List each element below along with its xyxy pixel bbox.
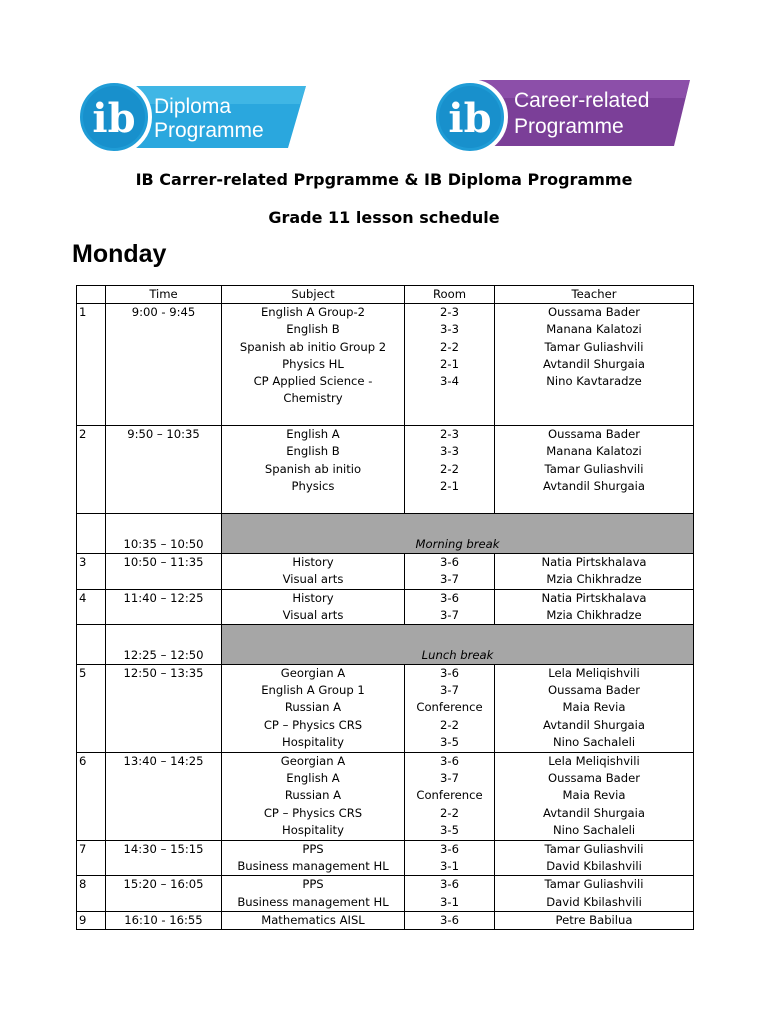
- subject-entry: Spanish ab initio Group 2: [239, 339, 387, 354]
- lesson-row: [77, 426, 694, 514]
- subject-entry: Visual arts: [282, 572, 344, 587]
- room-entry: 3-7: [440, 683, 459, 698]
- lesson-time: 9:00 - 9:45: [106, 304, 222, 426]
- teacher-entry: Mzia Chikhradze: [546, 572, 642, 587]
- room-entry: 3-5: [440, 734, 459, 749]
- lesson-row: [77, 753, 694, 841]
- teacher-entry: Oussama Bader: [547, 683, 641, 698]
- lesson-time: 13:40 – 14:25: [106, 753, 222, 841]
- room-entry: 3-3: [440, 322, 459, 337]
- room-entry: 3-1: [440, 894, 459, 909]
- subject-cell: [222, 876, 405, 911]
- lesson-number: 4: [77, 589, 106, 624]
- teacher-cell: [495, 753, 694, 841]
- subject-entry: PPS: [302, 877, 324, 892]
- teacher-entry: Oussama Bader: [547, 771, 641, 786]
- room-entry: 3-6: [440, 666, 459, 681]
- room-entry: 2-1: [440, 356, 459, 371]
- subject-cell: [222, 426, 405, 514]
- subject-entry: English A Group 1: [261, 683, 365, 698]
- break-time: 10:35 – 10:50: [106, 514, 222, 554]
- room-cell: [405, 753, 495, 841]
- subject-entry: Hospitality: [282, 734, 344, 749]
- subject-entry: Hospitality: [282, 822, 344, 837]
- cp-logo-mark: ib: [448, 95, 492, 142]
- document-title: IB Carrer-related Prpgramme & IB Diploma Programme: [135, 170, 633, 189]
- lesson-number: 7: [77, 841, 106, 876]
- subject-cell: [222, 665, 405, 753]
- teacher-entry: Natia Pirtskhalava: [541, 590, 647, 605]
- room-cell: [405, 876, 495, 911]
- column-header-time: Time: [106, 286, 222, 304]
- room-entry: 2-2: [440, 717, 459, 732]
- teacher-entry: Avtandil Shurgaia: [542, 717, 645, 732]
- subject-entry: PPS: [302, 842, 324, 857]
- subject-entry: Physics HL: [282, 356, 344, 371]
- subject-entry: Mathematics AISL: [261, 912, 365, 927]
- teacher-cell: [495, 911, 694, 929]
- subject-cell: [222, 753, 405, 841]
- teacher-entry: Avtandil Shurgaia: [542, 478, 645, 493]
- lesson-number: 3: [77, 554, 106, 589]
- lesson-row: [77, 554, 694, 589]
- break-number-cell: [77, 625, 106, 665]
- subject-cell: [222, 589, 405, 624]
- teacher-entry: Manana Kalatozi: [546, 444, 642, 459]
- teacher-entry: Avtandil Shurgaia: [542, 356, 645, 371]
- room-cell: [405, 426, 495, 514]
- teacher-entry: Tamar Guliashvili: [544, 842, 644, 857]
- subject-entry: Georgian A: [280, 666, 346, 681]
- subject-entry: English A: [286, 771, 340, 786]
- subject-entry: Business management HL: [237, 894, 389, 909]
- subject-entry: Spanish ab initio: [264, 461, 362, 476]
- room-entry: 3-3: [440, 444, 459, 459]
- lesson-time: 10:50 – 11:35: [106, 554, 222, 589]
- room-entry: 3-1: [440, 859, 459, 874]
- dp-logo-line2: Programme: [154, 119, 264, 142]
- ib-diploma-programme-logo: [74, 76, 310, 156]
- column-header-number: [77, 286, 106, 304]
- dp-logo-mark: ib: [92, 95, 136, 142]
- subject-entry: English B: [286, 444, 340, 459]
- lesson-number: 2: [77, 426, 106, 514]
- room-entry: 2-1: [440, 478, 459, 493]
- teacher-cell: [495, 426, 694, 514]
- break-label: Lunch break: [222, 625, 694, 665]
- room-cell: [405, 304, 495, 426]
- subject-entry: English A: [286, 427, 340, 442]
- dp-logo-line1: Diploma: [154, 95, 232, 118]
- room-entry: 3-5: [440, 822, 459, 837]
- room-cell: [405, 554, 495, 589]
- teacher-entry: Maia Revia: [562, 700, 626, 715]
- document-subtitle: Grade 11 lesson schedule: [268, 208, 500, 227]
- teacher-entry: Lela Meliqishvili: [548, 754, 640, 769]
- room-cell: [405, 665, 495, 753]
- subject-entry: CP Applied Science -: [253, 374, 373, 389]
- lesson-time: 14:30 – 15:15: [106, 841, 222, 876]
- room-entry: 3-6: [440, 842, 459, 857]
- room-entry: 3-7: [440, 607, 459, 622]
- teacher-entry: David Kbilashvili: [546, 859, 642, 874]
- room-entry: 3-6: [440, 877, 459, 892]
- lesson-time: 9:50 – 10:35: [106, 426, 222, 514]
- subject-entry: Physics: [291, 478, 335, 493]
- subject-cell: [222, 304, 405, 426]
- lesson-time: 12:50 – 13:35: [106, 665, 222, 753]
- room-cell: [405, 589, 495, 624]
- subject-entry: Business management HL: [237, 859, 389, 874]
- day-heading: Monday: [72, 240, 167, 268]
- ib-career-related-programme-logo: [430, 76, 692, 156]
- lesson-row: [77, 876, 694, 911]
- subject-cell: [222, 841, 405, 876]
- room-entry: 3-6: [440, 754, 459, 769]
- lesson-number: 8: [77, 876, 106, 911]
- cp-logo-line1: Career-related: [514, 89, 650, 112]
- teacher-entry: Natia Pirtskhalava: [541, 555, 647, 570]
- table-header-row: [77, 286, 694, 304]
- room-cell: [405, 911, 495, 929]
- column-header-teacher: Teacher: [495, 286, 694, 304]
- teacher-entry: Nino Sachaleli: [552, 822, 636, 837]
- lesson-row: [77, 589, 694, 624]
- subject-entry: History: [292, 555, 334, 570]
- cp-logo-line2: Programme: [514, 115, 624, 138]
- break-number-cell: [77, 514, 106, 554]
- teacher-entry: Nino Sachaleli: [552, 734, 636, 749]
- lesson-row: [77, 304, 694, 426]
- break-time: 12:25 – 12:50: [106, 625, 222, 665]
- lesson-number: 6: [77, 753, 106, 841]
- lesson-time: 15:20 – 16:05: [106, 876, 222, 911]
- room-entry: 3-7: [440, 572, 459, 587]
- teacher-cell: [495, 304, 694, 426]
- room-entry: 2-3: [440, 427, 459, 442]
- teacher-entry: Oussama Bader: [547, 427, 641, 442]
- teacher-cell: [495, 876, 694, 911]
- subject-entry: Russian A: [284, 788, 342, 803]
- subject-entry: English A Group-2: [260, 305, 366, 320]
- teacher-entry: Manana Kalatozi: [546, 322, 642, 337]
- subject-entry: English B: [286, 322, 340, 337]
- room-entry: 3-4: [440, 374, 459, 389]
- subject-entry: History: [292, 590, 334, 605]
- room-entry: 3-6: [440, 555, 459, 570]
- lesson-number: 1: [77, 304, 106, 426]
- room-entry: 3-6: [440, 912, 459, 927]
- room-cell: [405, 841, 495, 876]
- teacher-cell: [495, 841, 694, 876]
- room-entry: Conference: [416, 700, 483, 715]
- room-entry: 3-7: [440, 771, 459, 786]
- room-entry: 2-2: [440, 339, 459, 354]
- room-entry: 2-2: [440, 461, 459, 476]
- lesson-number: 9: [77, 911, 106, 929]
- column-header-room: Room: [405, 286, 495, 304]
- subject-cell: [222, 554, 405, 589]
- column-header-subject: Subject: [222, 286, 405, 304]
- lesson-row: [77, 911, 694, 929]
- lesson-number: 5: [77, 665, 106, 753]
- teacher-entry: Mzia Chikhradze: [546, 607, 642, 622]
- teacher-cell: [495, 589, 694, 624]
- lesson-time: 16:10 - 16:55: [106, 911, 222, 929]
- lesson-schedule-table: [76, 285, 694, 930]
- teacher-entry: Avtandil Shurgaia: [542, 805, 645, 820]
- room-entry: 2-3: [440, 305, 459, 320]
- teacher-entry: Lela Meliqishvili: [548, 666, 640, 681]
- teacher-entry: David Kbilashvili: [546, 894, 642, 909]
- lesson-time: 11:40 – 12:25: [106, 589, 222, 624]
- subject-cell: [222, 911, 405, 929]
- teacher-entry: Oussama Bader: [547, 305, 641, 320]
- teacher-cell: [495, 554, 694, 589]
- teacher-entry: Tamar Guliashvili: [544, 339, 644, 354]
- teacher-entry: Nino Kavtaradze: [546, 374, 642, 389]
- subject-entry: Russian A: [284, 700, 342, 715]
- subject-entry: Georgian A: [280, 754, 346, 769]
- break-label: Morning break: [222, 514, 694, 554]
- room-entry: Conference: [416, 788, 483, 803]
- teacher-entry: Maia Revia: [562, 788, 626, 803]
- lesson-row: [77, 665, 694, 753]
- subject-entry: CP – Physics CRS: [263, 805, 363, 820]
- teacher-entry: Petre Babilua: [555, 912, 633, 927]
- subject-entry: Chemistry: [283, 391, 343, 406]
- break-row: [77, 514, 694, 554]
- break-row: [77, 625, 694, 665]
- room-entry: 2-2: [440, 805, 459, 820]
- room-entry: 3-6: [440, 590, 459, 605]
- subject-entry: Visual arts: [282, 607, 344, 622]
- teacher-entry: Tamar Guliashvili: [544, 877, 644, 892]
- subject-entry: CP – Physics CRS: [263, 717, 363, 732]
- lesson-row: [77, 841, 694, 876]
- teacher-entry: Tamar Guliashvili: [544, 461, 644, 476]
- teacher-cell: [495, 665, 694, 753]
